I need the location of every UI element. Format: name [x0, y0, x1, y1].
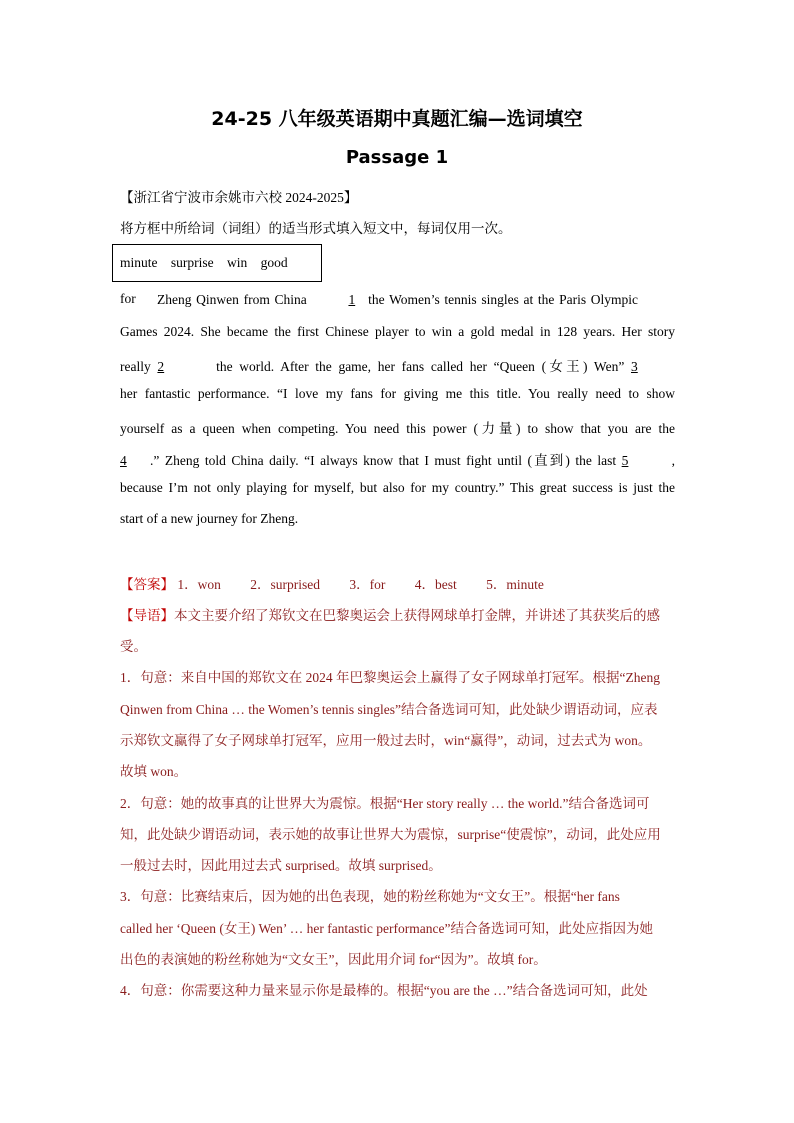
passage-line: because I’m not only playing for myself, but also for my country.” This great success is just the [120, 480, 675, 495]
instruction-text: 将方框中所给词（词组）的适当形式填入短文中，每词仅用一次。 [120, 221, 512, 236]
passage-line: yourself as a queen when competing. You need this power (力量) to show that you are the [120, 421, 675, 436]
guide-line: 【导语】本文主要介绍了郑钦文在巴黎奥运会上获得网球单打金牌，并讲述了其获奖后的感 [120, 608, 660, 623]
explanation-line: 3．句意：比赛结束后，因为她的出色表现，她的粉丝称她为“文女王”。根据“her fans [120, 889, 620, 904]
explanation-line: 示郑钦文赢得了女子网球单打冠军，应用一般过去时，win“赢得”，动词，过去式为 won。 [120, 733, 652, 748]
guide-line: 受。 [120, 639, 147, 654]
passage-line: Zheng Qinwen from China 1 the Women’s tennis singles at the Paris Olympic [157, 292, 639, 307]
passage-line: really 2 the world. After the game, her fans called her “Queen (女王) Wen” 3 [120, 355, 675, 375]
answer-line [120, 573, 570, 593]
explanation-line: 2．句意：她的故事真的让世界大为震惊。根据“Her story really … the world.”结合备选词可 [120, 796, 650, 811]
word-option: surprise [170, 255, 214, 270]
explanation-line: 故填 won。 [120, 764, 188, 779]
passage-heading: Passage 1 [345, 147, 449, 168]
answer-item: 4．best [414, 577, 457, 592]
blank-5[interactable]: 5 [621, 453, 629, 468]
word-box [112, 244, 322, 306]
blank-1[interactable]: 1 [348, 292, 356, 307]
blank-2[interactable]: 2 [157, 359, 165, 374]
answer-item: 1．won [177, 577, 221, 592]
answer-item: 5．minute [486, 577, 544, 592]
passage-line: start of a new journey for Zheng. [120, 511, 299, 526]
explanation-line: 出色的表演她的粉丝称她为“文女王”，因此用介词 for“因为”。故填 for。 [120, 952, 547, 967]
passage-line: Games 2024. She became the first Chinese player to win a gold medal in 128 years. Her story [120, 324, 675, 339]
blank-4[interactable]: 4 [120, 453, 127, 468]
passage-line: 4 .” Zheng told China daily. “I always know that I must fight until (直到) the last 5 , [120, 453, 676, 468]
guide-label: 【导语】 [120, 608, 174, 623]
explanation-line: 1．句意：来自中国的郑钦文在 2024 年巴黎奥运会上赢得了女子网球单打冠军。根据“Zheng [120, 670, 660, 685]
page-title: 24-25 八年级英语期中真题汇编—选词填空 [211, 108, 583, 130]
explanation-line: called her ‘Queen (女王) Wen’ … her fantastic performance”结合备选词可知，此处应指因为她 [120, 921, 653, 936]
word-option: for [120, 291, 136, 306]
word-option: good [260, 255, 288, 270]
source-label: 【浙江省宁波市余姚市六校 2024-2025】 [120, 190, 358, 205]
answer-label: 【答案】 [120, 577, 174, 592]
explanation-line: Qinwen from China … the Women’s tennis singles”结合备选词可知，此处缺少谓语动词，应表 [120, 702, 658, 717]
explanation-line: 4．句意：你需要这种力量来显示你是最棒的。根据“you are the …”结合备选词可知，此处 [120, 983, 648, 998]
word-option: win [227, 255, 248, 270]
answer-item: 2．surprised [250, 577, 320, 592]
answer-item: 3．for [349, 577, 386, 592]
word-option: minute [120, 255, 158, 270]
passage-line: her fantastic performance. “I love my fans for giving me this title. You really need to show [120, 386, 675, 401]
explanation-line: 一般过去时，因此用过去式 surprised。故填 surprised。 [120, 858, 442, 873]
blank-3[interactable]: 3 [631, 359, 638, 374]
explanation-line: 知，此处缺少谓语动词，表示她的故事让世界大为震惊，surprise“使震惊”，动词，此处应用 [120, 827, 661, 842]
